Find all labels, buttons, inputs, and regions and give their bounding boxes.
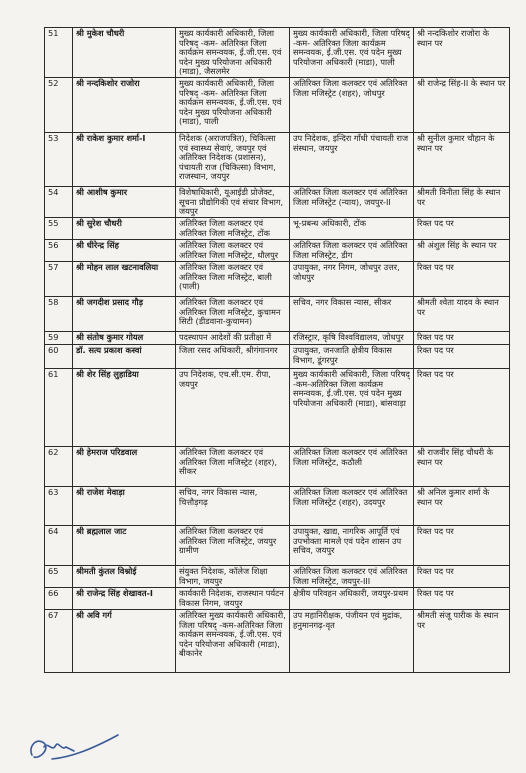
new-post-cell: भू-प्रबन्ध अधिकारी, टोंक (290, 217, 414, 239)
transfer-table (44, 27, 510, 673)
table-row (45, 217, 510, 239)
new-post-cell: अतिरिक्त जिला कलक्टर एवं अतिरिक्त जिला मजिस्ट्रेट, डीग (290, 239, 414, 261)
serial-number-cell: 61 (45, 368, 73, 446)
serial-number-cell: 67 (45, 609, 73, 672)
serial-number-cell: 64 (45, 525, 73, 565)
remark-cell: रिक्त पद पर (414, 331, 510, 344)
officer-name-cell: श्री मुकेश चौधरी (73, 28, 176, 78)
table-row (45, 486, 510, 525)
officer-name-cell: श्री राजेन्द्र सिंह शेखावत-I (73, 587, 176, 609)
remark-cell: श्रीमती श्वेता यादव के स्थान पर (414, 296, 510, 331)
current-post-cell: मुख्य कार्यकारी अधिकारी, जिला परिषद् -कम- अतिरिक्त जिला कार्यक्रम समन्वयक, ई.जी.एस. एवं पदेन मुख्य परियोजना अधिकारी (माडा), जैसलमेर (176, 28, 290, 78)
serial-number-cell: 54 (45, 186, 73, 217)
officer-name-cell: श्री आशीष कुमार (73, 186, 176, 217)
remark-cell: श्रीमती संजू पारीक के स्थान पर (414, 609, 510, 672)
new-post-cell: अतिरिक्त जिला कलक्टर एवं अतिरिक्त जिला मजिस्ट्रेट, कठौली (290, 446, 414, 486)
new-post-cell: उप निदेशक, इन्दिरा गाँधी पंचायती राज संस्थान, जयपुर (290, 132, 414, 186)
new-post-cell: मुख्य कार्यकारी अधिकारी, जिला परिषद् -कम-अतिरिक्त जिला कार्यक्रम समन्वयक, ई.जी.एस. एवं पदेन मुख्य परियोजना अधिकारी (माडा), बांसवाड़ा (290, 368, 414, 446)
table-row (45, 368, 510, 446)
officer-name-cell: श्री धीरेन्द्र सिंह (73, 239, 176, 261)
serial-number-cell: 58 (45, 296, 73, 331)
table-row (45, 609, 510, 672)
serial-number-cell: 59 (45, 331, 73, 344)
current-post-cell: जिला रसद अधिकारी, श्रीगंगानगर (176, 344, 290, 368)
current-post-cell: अतिरिक्त मुख्य कार्यकारी अधिकारी, जिला परिषद् -कम-अतिरिक्त जिला कार्यक्रम समन्वयक, ई.जी.एस. एवं पदेन परियोजना अधिकारी (माडा), बीकानेर (176, 609, 290, 672)
officer-name-cell: डॉ. सत्य प्रकाश कस्वां (73, 344, 176, 368)
current-post-cell: सचिव, नगर विकास न्यास, चित्तौड़गढ़ (176, 486, 290, 525)
remark-cell: रिक्त पद पर (414, 217, 510, 239)
current-post-cell: अतिरिक्त जिला कलक्टर एवं अतिरिक्त जिला मजिस्ट्रेट, कुचामन सिटी (डीडवाना-कुचामन) (176, 296, 290, 331)
current-post-cell: पदस्थापन आदेशों की प्रतीक्षा में (176, 331, 290, 344)
serial-number-cell: 53 (45, 132, 73, 186)
officer-name-cell: श्री राकेश कुमार शर्मा-I (73, 132, 176, 186)
current-post-cell: अतिरिक्त जिला कलक्टर एवं अतिरिक्त जिला मजिस्ट्रेट, धौलपुर (176, 239, 290, 261)
table-row (45, 132, 510, 186)
serial-number-cell: 65 (45, 565, 73, 587)
serial-number-cell: 55 (45, 217, 73, 239)
current-post-cell: कार्यकारी निदेशक, राजस्थान पर्यटन विकास निगम, जयपुर (176, 587, 290, 609)
new-post-cell: अतिरिक्त जिला कलक्टर एवं अतिरिक्त जिला मजिस्ट्रेट (न्याय), जयपुर-II (290, 186, 414, 217)
officer-name-cell: श्री शेर सिंह लुहाडिया (73, 368, 176, 446)
new-post-cell: रजिस्ट्रार, कृषि विश्वविद्यालय, जोधपुर (290, 331, 414, 344)
remark-cell: रिक्त पद पर (414, 525, 510, 565)
table-row (45, 77, 510, 132)
table-row (45, 587, 510, 609)
table-row (45, 565, 510, 587)
new-post-cell: अतिरिक्त जिला कलक्टर एवं अतिरिक्त जिला मजिस्ट्रेट (शहर), जोधपुर (290, 77, 414, 132)
officer-name-cell: श्री ब्रह्मलाल जाट (73, 525, 176, 565)
table-row (45, 186, 510, 217)
officer-name-cell: श्री सुरेश चौधरी (73, 217, 176, 239)
serial-number-cell: 63 (45, 486, 73, 525)
serial-number-cell: 60 (45, 344, 73, 368)
officer-name-cell: श्री अवि गर्ग (73, 609, 176, 672)
officer-name-cell: श्रीमती कुंतल विश्नोई (73, 565, 176, 587)
new-post-cell: अतिरिक्त जिला कलक्टर एवं अतिरिक्त जिला मजिस्ट्रेट (शहर), उदयपुर (290, 486, 414, 525)
table-row (45, 261, 510, 296)
remark-cell: रिक्त पद पर (414, 587, 510, 609)
current-post-cell: अतिरिक्त जिला कलक्टर एवं अतिरिक्त जिला मजिस्ट्रेट, बाली (पाली) (176, 261, 290, 296)
current-post-cell: मुख्य कार्यकारी अधिकारी, जिला परिषद् -कम- अतिरिक्त जिला कार्यक्रम समन्वयक, ई.जी.एस. एवं पदेन मुख्य परियोजना अधिकारी (माडा), पाली (176, 77, 290, 132)
signature-mark (22, 727, 142, 767)
remark-cell: श्रीमती विनीता सिंह के स्थान पर (414, 186, 510, 217)
remark-cell: श्री अंशुल सिंह के स्थान पर (414, 239, 510, 261)
new-post-cell: क्षेत्रीय परिवहन अधिकारी, जयपुर-प्रथम (290, 587, 414, 609)
remark-cell: रिक्त पद पर (414, 344, 510, 368)
current-post-cell: उप निदेशक, एच.सी.एम. रीपा, जयपुर (176, 368, 290, 446)
remark-cell: श्री नन्दकिशोर राजोरा के स्थान पर (414, 28, 510, 78)
current-post-cell: अतिरिक्त जिला कलक्टर एवं अतिरिक्त जिला मजिस्ट्रेट, टोंक (176, 217, 290, 239)
serial-number-cell: 52 (45, 77, 73, 132)
serial-number-cell: 66 (45, 587, 73, 609)
current-post-cell: विशेषाधिकारी, यूआईडी प्रोजेक्ट, सूचना प्रौद्योगिकी एवं संचार विभाग, जयपुर (176, 186, 290, 217)
officer-name-cell: श्री संतोष कुमार गोयल (73, 331, 176, 344)
new-post-cell: अतिरिक्त जिला कलक्टर एवं अतिरिक्त जिला मजिस्ट्रेट, जयपुर-III (290, 565, 414, 587)
remark-cell: श्री राजेन्द्र सिंह-II के स्थान पर (414, 77, 510, 132)
officer-name-cell: श्री हेमराज परिडवाल (73, 446, 176, 486)
serial-number-cell: 57 (45, 261, 73, 296)
table-row (45, 525, 510, 565)
officer-name-cell: श्री जगदीश प्रसाद गौड़ (73, 296, 176, 331)
current-post-cell: अतिरिक्त जिला कलक्टर एवं अतिरिक्त जिला मजिस्ट्रेट, जयपुर ग्रामीण (176, 525, 290, 565)
current-post-cell: निदेशक (अराजपत्रित), चिकित्सा एवं स्वास्थ्य सेवाएं, जयपुर एवं अतिरिक्त निदेशक (प्रशासन), पंचायती राज (चिकित्सा) विभाग, राजस्थान, जयपुर (176, 132, 290, 186)
table-row (45, 446, 510, 486)
remark-cell: श्री अनिल कुमार शर्मा के स्थान पर (414, 486, 510, 525)
current-post-cell: संयुक्त निदेशक, कॉलेज शिक्षा विभाग, जयपुर (176, 565, 290, 587)
table-row (45, 239, 510, 261)
officer-name-cell: श्री राजेश मेवाड़ा (73, 486, 176, 525)
remark-cell: श्री सुनील कुमार चौहान के स्थान पर (414, 132, 510, 186)
new-post-cell: उपायुक्त, नगर निगम, जोधपुर उत्तर, जोधपुर (290, 261, 414, 296)
table-row (45, 331, 510, 344)
new-post-cell: उपायुक्त, खाद्य, नागरिक आपूर्ति एवं उपभोक्ता मामले एवं पदेन शासन उप सचिव, जयपुर (290, 525, 414, 565)
current-post-cell: अतिरिक्त जिला कलक्टर एवं अतिरिक्त जिला मजिस्ट्रेट (शहर), सीकर (176, 446, 290, 486)
remark-cell: रिक्त पद पर (414, 261, 510, 296)
new-post-cell: उप महानिरीक्षक, पंजीयन एवं मुद्रांक, हनुमानगढ़-वृत (290, 609, 414, 672)
new-post-cell: मुख्य कार्यकारी अधिकारी, जिला परिषद् -कम- अतिरिक्त जिला कार्यक्रम समन्वयक, ई.जी.एस. एवं पदेन मुख्य परियोजना अधिकारी (माडा), पाली (290, 28, 414, 78)
serial-number-cell: 51 (45, 28, 73, 78)
serial-number-cell: 56 (45, 239, 73, 261)
new-post-cell: उपायुक्त, जनजाति क्षेत्रीय विकास विभाग, डूंगरपुर (290, 344, 414, 368)
table-row (45, 28, 510, 78)
table-row (45, 296, 510, 331)
officer-name-cell: श्री मोहन लाल खटनावलिया (73, 261, 176, 296)
table-row (45, 344, 510, 368)
officer-name-cell: श्री नन्दकिशोर राजोरा (73, 77, 176, 132)
remark-cell: रिक्त पद पर (414, 565, 510, 587)
remark-cell: श्री राजवीर सिंह चौधरी के स्थान पर (414, 446, 510, 486)
serial-number-cell: 62 (45, 446, 73, 486)
remark-cell: रिक्त पद पर (414, 368, 510, 446)
new-post-cell: सचिव, नगर विकास न्यास, सीकर (290, 296, 414, 331)
